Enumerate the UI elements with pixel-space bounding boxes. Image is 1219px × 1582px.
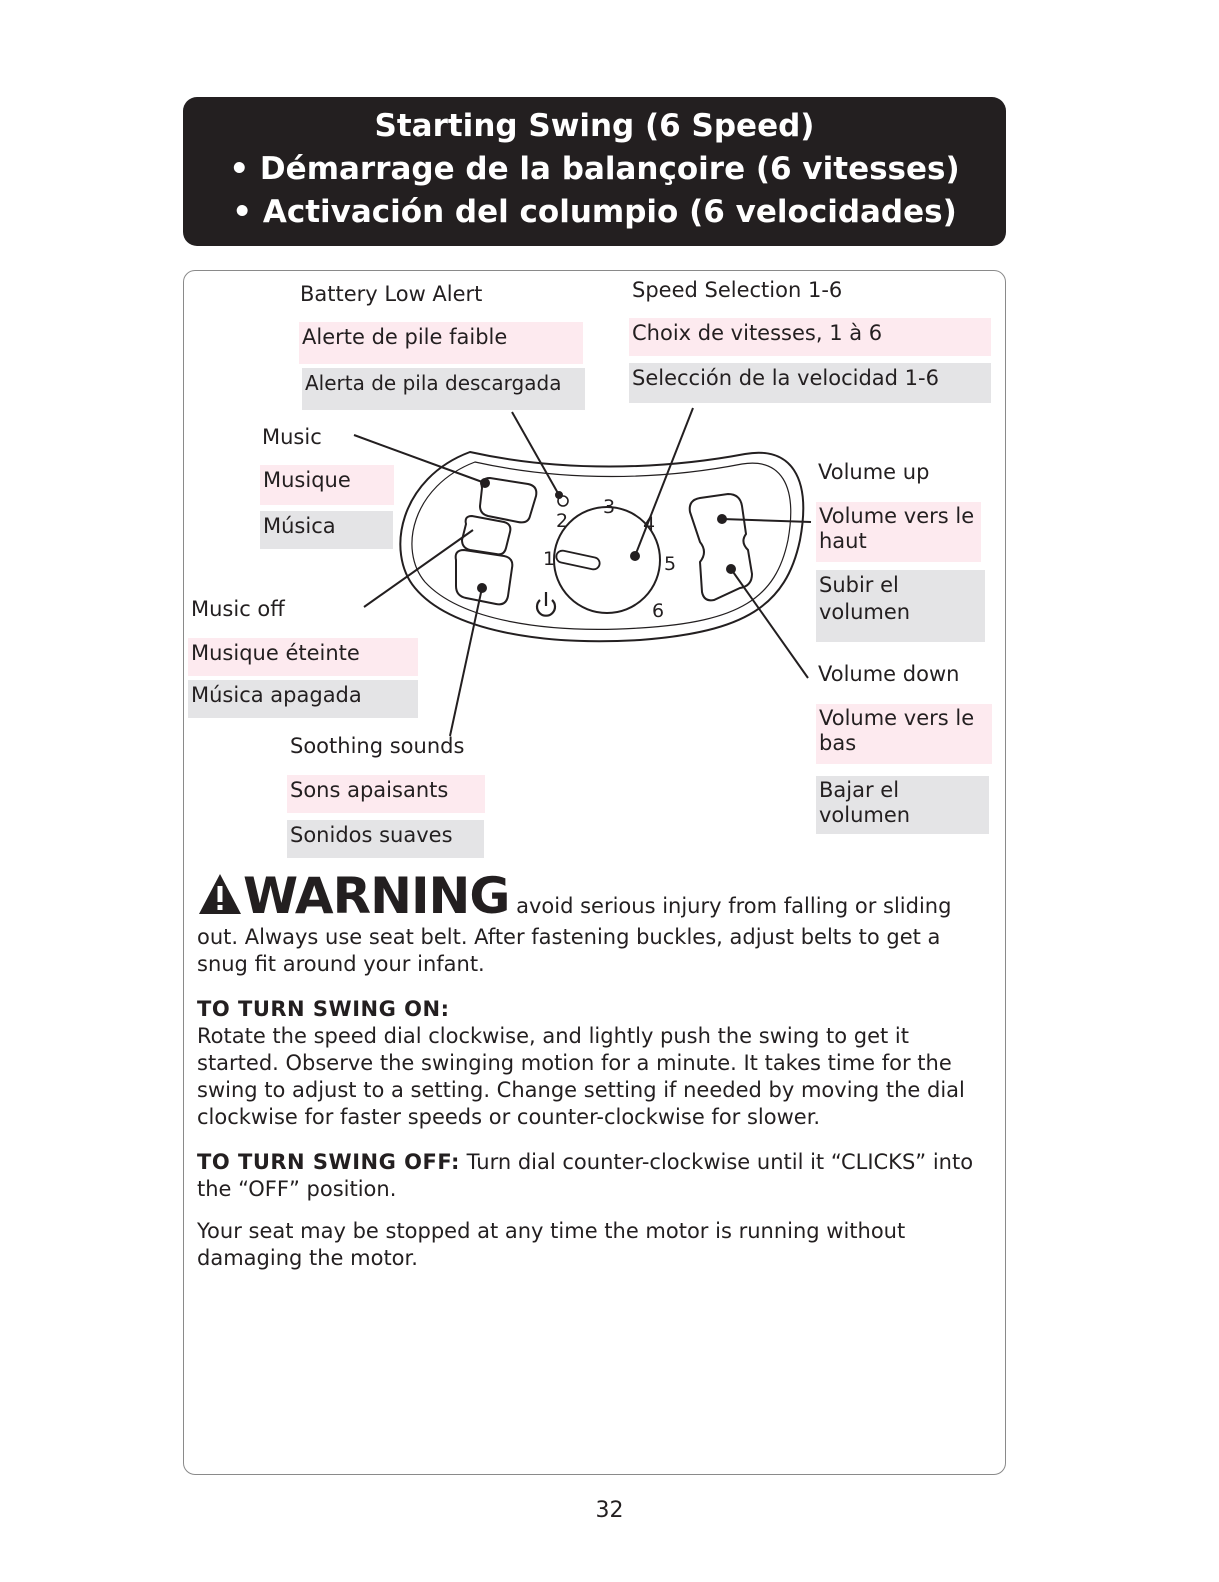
turn-on-text: Rotate the speed dial clockwise, and lightly push the swing to get it started. Observe the swinging motion for a minute. It takes time for the swing to adjust to a setting. Change setting if needed by moving the dial clockwise for faster speeds or counter-clockwise for slower. — [197, 1024, 965, 1129]
dial-number-5: 5 — [664, 553, 677, 575]
dial-number-3: 3 — [603, 496, 616, 518]
speed-selection-label-en: Speed Selection 1-6 — [632, 278, 843, 302]
soothing-sounds-label-fr: Sons apaisants — [287, 775, 485, 813]
warning-triangle-icon — [197, 871, 243, 924]
turn-on-heading: TO TURN SWING ON: — [197, 997, 450, 1021]
warning-block — [197, 868, 997, 978]
music-label-es: Música — [260, 511, 393, 549]
turn-on-section — [197, 996, 997, 1131]
speed-selection-label-es: Selección de la velocidad 1-6 — [629, 363, 991, 403]
music-label-en: Music — [262, 425, 322, 449]
music-label-fr: Musique — [260, 465, 394, 505]
dial-number-2: 2 — [556, 510, 569, 532]
soothing-sounds-label-es: Sonidos suaves — [287, 820, 484, 858]
turn-off-heading: TO TURN SWING OFF: — [197, 1150, 460, 1174]
dial-number-6: 6 — [652, 600, 665, 622]
music-off-button-shape — [462, 516, 510, 554]
dial-number-4: 4 — [643, 513, 656, 535]
motor-note: Your seat may be stopped at any time the motor is running without damaging the motor. — [197, 1219, 906, 1270]
turn-off-text: Turn dial counter-clockwise until it “CLICKS” into the “OFF” position. — [197, 1150, 974, 1201]
soothing-sounds-label-en: Soothing sounds — [290, 734, 465, 758]
soothing-sounds-button-shape — [456, 550, 513, 604]
speed-selection-label-fr: Choix de vitesses, 1 à 6 — [629, 318, 991, 356]
header-title-en: Starting Swing (6 Speed) — [374, 108, 815, 144]
volume-up-label-es: Subir el volumen — [816, 570, 985, 642]
volume-up-label-en: Volume up — [818, 460, 930, 484]
battery-low-label-es: Alerta de pila descargada — [302, 368, 585, 410]
battery-low-label-fr: Alerte de pile faible — [299, 322, 583, 364]
volume-down-label-es: Bajar el volumen — [816, 776, 989, 834]
warning-text: avoid serious injury from falling or sliding out. Always use seat belt. After fastening buckles, adjust belts to get a snug fit around your infant. — [197, 894, 952, 976]
volume-down-label-en: Volume down — [818, 662, 960, 686]
volume-up-label-fr: Volume vers le haut — [816, 502, 981, 562]
header-title-fr: • Démarrage de la balançoire (6 vitesses) — [229, 151, 960, 187]
music-off-label-en: Music off — [191, 597, 285, 621]
page-number: 32 — [595, 1498, 624, 1523]
header-title-es: • Activación del columpio (6 velocidades) — [232, 194, 957, 230]
music-off-label-fr: Musique éteinte — [188, 638, 418, 676]
dial-number-1: 1 — [543, 548, 556, 570]
music-off-label-es: Música apagada — [188, 680, 418, 718]
warning-title: WARNING — [243, 867, 510, 925]
battery-low-label-en: Battery Low Alert — [300, 282, 483, 306]
volume-down-label-fr: Volume vers le bas — [816, 704, 992, 764]
turn-off-section — [197, 1149, 997, 1203]
